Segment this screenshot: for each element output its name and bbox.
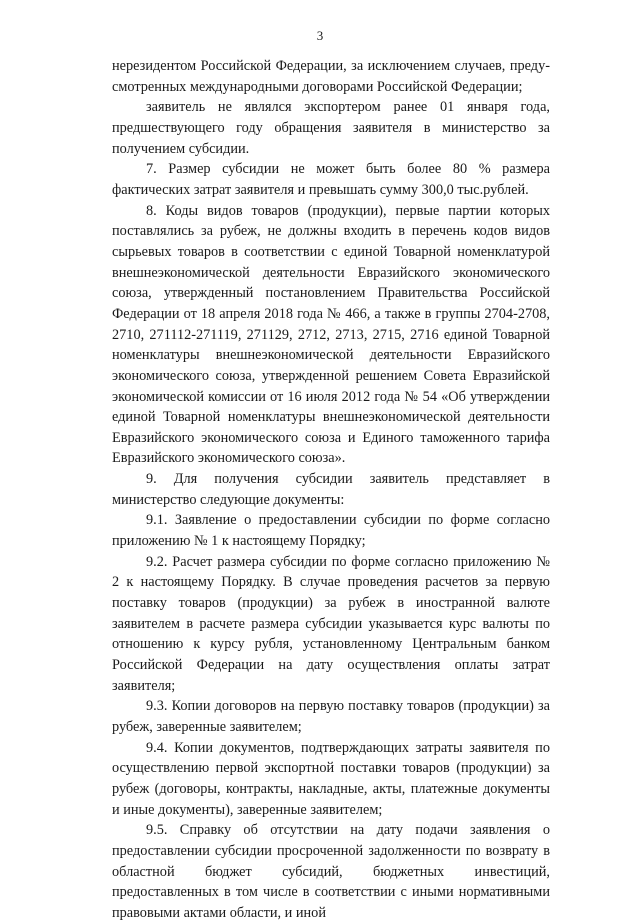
page-number: 3	[316, 28, 324, 43]
paragraph-item-8: 8. Коды видов товаров (продукции), первые партии которых поставлялись за рубеж, не должны входить в перечень кодов видов сырьевых товаров в соответствии с единой Товарной номенклатурой внешнеэкономической деятельности Евразийского экономического союза, утвержденный постановлением Правительства Российской Федерации от 18 апреля 2018 года № 466, а также в группы 2704-2708, 2710, 271112-271119, 271129, 2712, 2713, 2715, 2716 единой Товарной номенклатуры внешнеэкономической деятельности Евразийского экономического союза, утвержденной решением Совета Евразийской экономической комиссии от 16 июля 2012 года № 54 «Об утверждении единой Товарной номенклатуры внешнеэкономической деятельности Евразийского экономического союза и Единого таможенного тарифа Евразийского экономического союза».	[112, 202, 550, 467]
paragraph-item-9-5: 9.5. Справку об отсутствии на дату подачи заявления о предоставлении субсидии просроченной задолженности по возврату в областной бюджет субсидий, бюджетных инвестиций, предоставленных в том числе в соответствии с иными нормативными правовыми актами области, и иной	[112, 822, 550, 921]
paragraph-item-7: 7. Размер субсидии не может быть более 80 % размера фактических затрат заявителя и превышать сумму 300,0 тыс.рублей.	[112, 161, 550, 198]
paragraph-continuation: нерезидентом Российской Федерации, за исключением случаев, предусмотренных международными договорами Российской Федерации;	[112, 58, 550, 95]
paragraph-item-9-1: 9.1. Заявление о предоставлении субсидии по форме согласно приложению № 1 к настоящему Порядку;	[112, 512, 550, 550]
paragraph-item-9-4: 9.4. Копии документов, подтверждающих затраты заявителя по осуществлению первой экспортной поставки товаров (продукции) за рубеж (договоры, контракты, накладные, акты, платежные документы и иные документы), заверенные заявителем;	[112, 739, 550, 818]
paragraph-item-9-2: 9.2. Расчет размера субсидии по форме согласно приложению № 2 к настоящему Порядку. В случае проведения расчетов за первую поставку товаров (продукции) за рубеж в иностранной валюте заявителем в расчете размера субсидии указывается курс валюты по отношению к курсу рубля, установленному Центральным банком Российской Федерации на дату осуществления оплаты затрат заявителя;	[112, 553, 550, 694]
document-body	[112, 56, 550, 924]
paragraph-item-9: 9. Для получения субсидии заявитель представляет в министерство следующие документы:	[112, 471, 550, 508]
paragraph-exporter-condition: заявитель не являлся экспортером ранее 01 января года, предшествующего году обращения заявителя в министерство за получением субсидии.	[112, 99, 550, 157]
paragraph-item-9-3: 9.3. Копии договоров на первую поставку товаров (продукции) за рубеж, заверенные заявителем;	[112, 698, 550, 735]
